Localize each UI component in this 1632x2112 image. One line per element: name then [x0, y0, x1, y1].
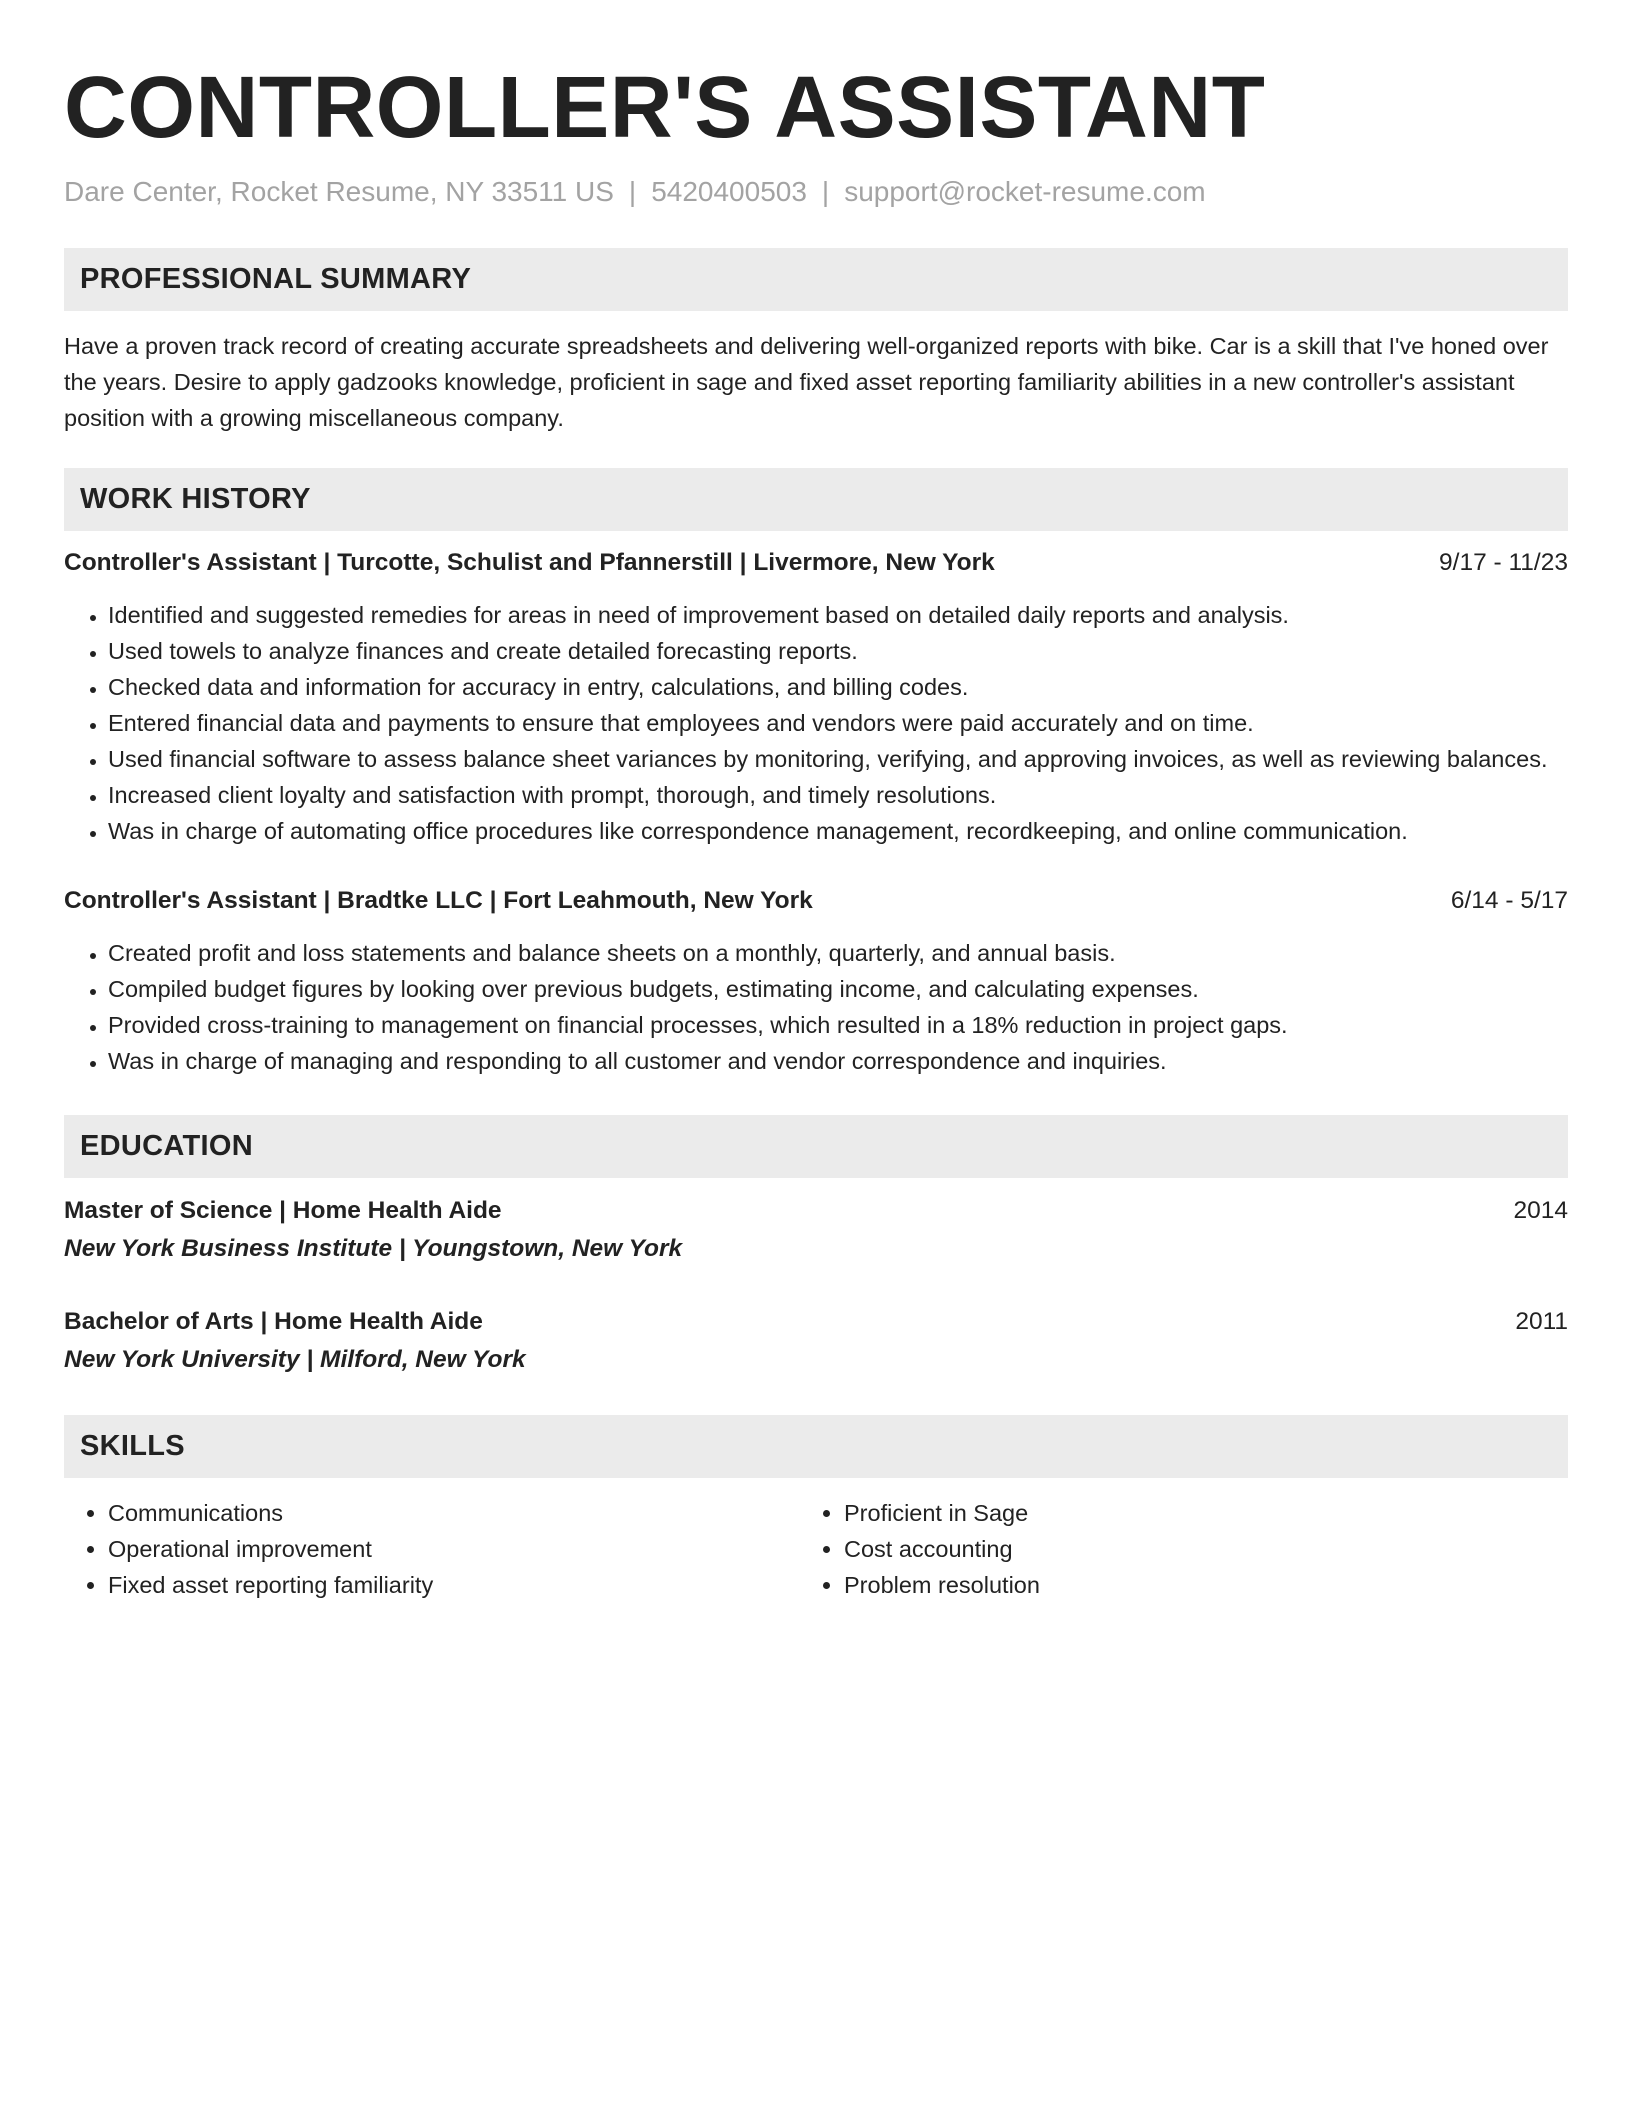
- job-entry: [64, 883, 1568, 1079]
- job-bullet: • Used financial software to assess balance sheet variances by monitoring, verifying, and approving invoices, as well as reviewing balances.: [108, 741, 1568, 777]
- job-bullet: • Checked data and information for accuracy in entry, calculations, and billing codes.: [108, 669, 1568, 705]
- section-heading-education: EDUCATION: [64, 1115, 1568, 1178]
- skill-item: • Communications: [108, 1495, 800, 1531]
- education-school: New York Business Institute | Youngstown, New York: [64, 1235, 683, 1262]
- job-header: [64, 545, 1568, 581]
- job-bullet: • Identified and suggested remedies for areas in need of improvement based on detailed daily reports and analysis.: [108, 597, 1568, 633]
- skill-item: • Fixed asset reporting familiarity: [108, 1567, 800, 1603]
- section-heading-summary: PROFESSIONAL SUMMARY: [64, 248, 1568, 311]
- contact-separator: |: [821, 176, 830, 207]
- skills-column-right: [800, 1495, 1536, 1603]
- skills-column-left: [64, 1495, 800, 1603]
- job-header: [64, 883, 1568, 919]
- skills-list: [64, 1495, 1568, 1603]
- contact-phone: 5420400503: [651, 176, 807, 207]
- education-entry: [64, 1192, 1568, 1268]
- job-title: Controller's Assistant | Bradtke LLC | Fort Leahmouth, New York: [64, 887, 813, 914]
- job-title: Controller's Assistant | Turcotte, Schulist and Pfannerstill | Livermore, New York: [64, 549, 995, 576]
- education-header: [64, 1303, 1568, 1341]
- job-bullet: • Was in charge of automating office procedures like correspondence management, recordkeeping, and online communication.: [108, 813, 1568, 849]
- summary-text: Have a proven track record of creating accurate spreadsheets and delivering well-organized reports with bike. Car is a skill that I've honed over the years. Desire to apply gadzooks knowledge, proficient in sage and fixed asset reporting familiarity abilities in a new controller's assistant position with a growing miscellaneous company.: [64, 333, 1549, 431]
- education-year: 2014: [1513, 1197, 1568, 1224]
- education-entry: [64, 1303, 1568, 1379]
- contact-separator: |: [628, 176, 637, 207]
- contact-email: support@rocket-resume.com: [844, 176, 1206, 207]
- skill-item: • Proficient in Sage: [844, 1495, 1536, 1531]
- section-heading-skills: SKILLS: [64, 1415, 1568, 1478]
- job-bullet: • Used towels to analyze finances and create detailed forecasting reports.: [108, 633, 1568, 669]
- job-dates: 6/14 - 5/17: [1450, 887, 1568, 914]
- job-bullet: • Was in charge of managing and responding to all customer and vendor correspondence and inquiries.: [108, 1043, 1568, 1079]
- section-heading-work-history: WORK HISTORY: [64, 468, 1568, 531]
- job-bullets: [64, 935, 1568, 1079]
- skill-item: • Problem resolution: [844, 1567, 1536, 1603]
- job-bullets: [64, 597, 1568, 849]
- contact-line: [64, 174, 1568, 210]
- skill-item: • Operational improvement: [108, 1531, 800, 1567]
- education-header: [64, 1192, 1568, 1230]
- resume-page: [64, 0, 1568, 1603]
- education-school: New York University | Milford, New York: [64, 1346, 526, 1373]
- contact-address: Dare Center, Rocket Resume, NY 33511 US: [64, 176, 614, 207]
- job-bullet: • Compiled budget figures by looking over previous budgets, estimating income, and calculating expenses.: [108, 971, 1568, 1007]
- resume-name: CONTROLLER'S ASSISTANT: [64, 59, 1266, 156]
- job-bullet: • Increased client loyalty and satisfaction with prompt, thorough, and timely resolutions.: [108, 777, 1568, 813]
- job-entry: [64, 545, 1568, 849]
- job-bullet: • Provided cross-training to management on financial processes, which resulted in a 18% reduction in project gaps.: [108, 1007, 1568, 1043]
- job-bullet: • Entered financial data and payments to ensure that employees and vendors were paid accurately and on time.: [108, 705, 1568, 741]
- education-degree: Master of Science | Home Health Aide: [64, 1197, 502, 1224]
- education-degree: Bachelor of Arts | Home Health Aide: [64, 1308, 483, 1335]
- education-year: 2011: [1515, 1308, 1568, 1335]
- job-dates: 9/17 - 11/23: [1439, 549, 1568, 576]
- job-bullet: • Created profit and loss statements and balance sheets on a monthly, quarterly, and annual basis.: [108, 935, 1568, 971]
- skill-item: • Cost accounting: [844, 1531, 1536, 1567]
